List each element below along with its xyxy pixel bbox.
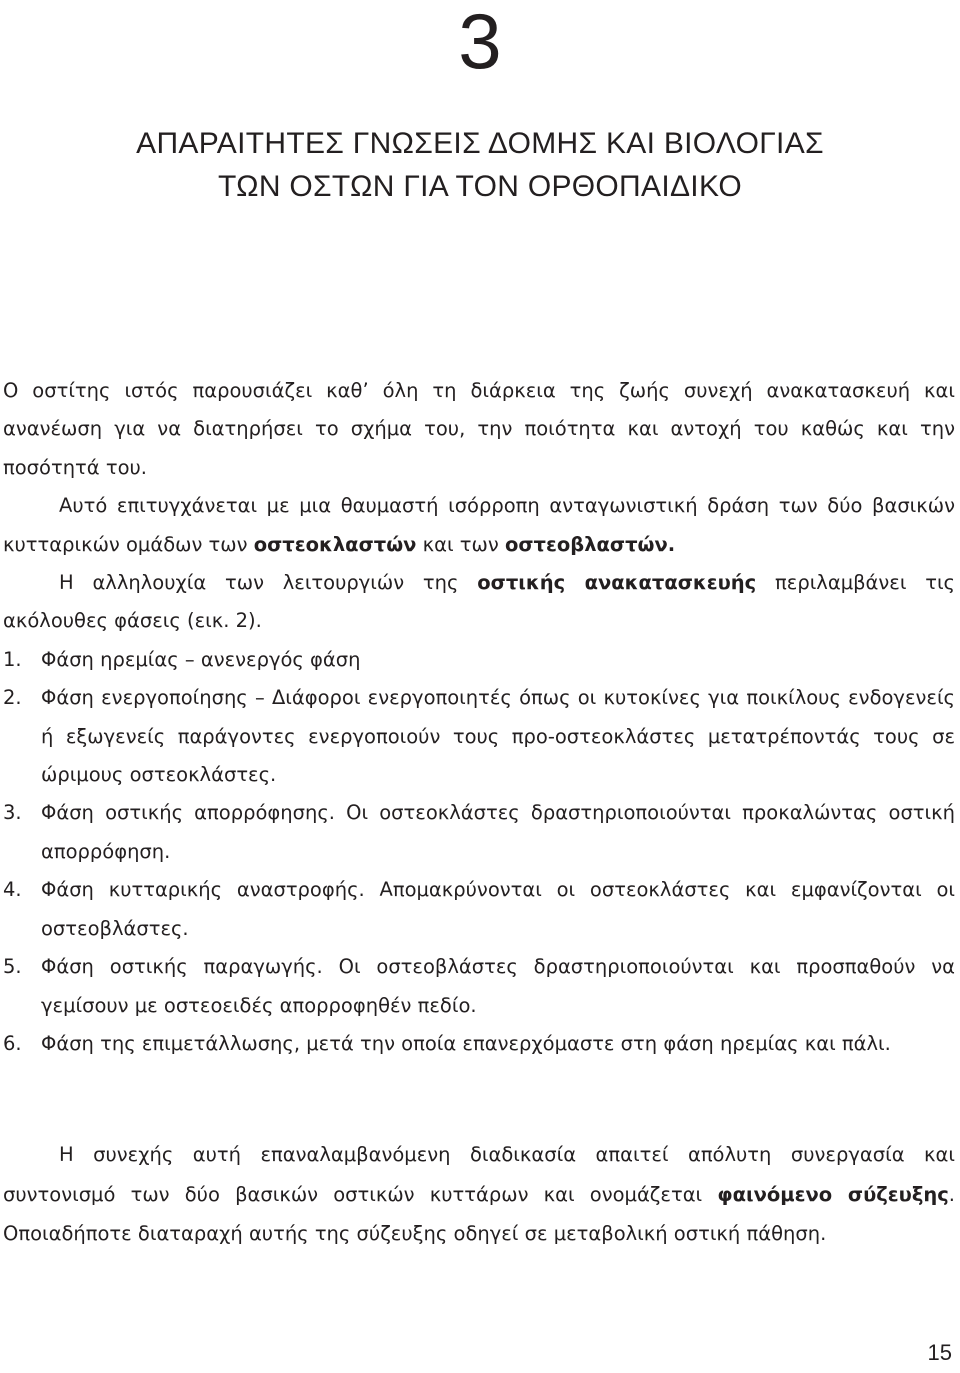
closing-paragraph	[3, 1135, 955, 1254]
list-item-number: 4.	[3, 878, 22, 902]
paragraph-balance	[3, 487, 955, 564]
list-item	[3, 1025, 955, 1063]
term-osteoclasts: οστεοκλαστών	[253, 532, 417, 556]
list-item-text: Φάση ηρεμίας – ανενεργός φάση	[41, 647, 361, 671]
paragraph-sequence-end: περιλαμβάνει τις ακόλουθες φάσεις (εικ. 2).	[3, 571, 956, 633]
list-item-text: Φάση της επιμετάλλωσης, μετά την οποία επανερχόμαστε στη φάση ηρεμίας και πάλι.	[41, 1031, 891, 1055]
list-item-number: 2.	[3, 686, 22, 710]
list-item	[3, 679, 955, 794]
paragraph-sequence	[3, 564, 955, 641]
list-item-text: Φάση οστικής παραγωγής. Οι οστεοβλάστες δραστηριοποιούνται και προσπαθούν να γεμίσουν με οστεοειδές απορροφηθέν πεδίο.	[41, 955, 955, 1017]
chapter-title	[0, 122, 960, 208]
paragraph-coupling-text: Η συνεχής αυτή επαναλαμβανόμενη διαδικασία απαιτεί απόλυτη συνεργασία και συντονισμό των δύο βασικών οστικών κυττάρων και ονομάζεται	[3, 1143, 955, 1206]
list-item	[3, 871, 955, 948]
list-item-number: 5.	[3, 955, 22, 979]
list-item-number: 1.	[3, 647, 22, 671]
paragraph-intro: Ο οστίτης ιστός παρουσιάζει καθ’ όλη τη διάρκεια της ζωής συνεχή ανακατασκευή και ανανέωση για να διατηρήσει το σχήμα του, την ποιότητα και αντοχή του καθώς και την ποσότητά του.	[3, 379, 955, 479]
paragraph-balance-text: Αυτό επιτυγχάνεται με μια θαυμαστή ισόρροπη ανταγωνιστική δράση των δύο βασικών κυτταρικών ομάδων των	[3, 494, 955, 556]
term-coupling-phenomenon: φαινόμενο σύζευξης	[717, 1182, 949, 1206]
chapter-title-line-1: ΑΠΑΡΑΙΤΗΤΕΣ ΓΝΩΣΕΙΣ ΔΟΜΗΣ ΚΑΙ ΒΙΟΛΟΓΙΑΣ	[136, 127, 824, 160]
list-item-text: Φάση κυτταρικής αναστροφής. Απομακρύνονται οι οστεοκλάστες και εμφανίζονται οι οστεοβλάστες.	[41, 878, 955, 940]
list-item-number: 6.	[3, 1031, 22, 1055]
page-number: 15	[927, 1340, 952, 1365]
list-item-number: 3.	[3, 801, 22, 825]
list-item	[3, 794, 955, 871]
chapter-title-line-2: ΤΩΝ ΟΣΤΩΝ ΓΙΑ ΤΟΝ ΟΡΘΟΠΑΙΔΙΚΟ	[218, 170, 742, 203]
chapter-number: 3	[458, 0, 502, 85]
paragraph-coupling-end: . Οποιαδήποτε διαταραχή αυτής της σύζευξης οδηγεί σε μεταβολική οστική πάθηση.	[3, 1182, 955, 1245]
body-text	[3, 372, 955, 1063]
list-item	[3, 948, 955, 1025]
list-item-text: Φάση ενεργοποίησης – Διάφοροι ενεργοποιητές όπως οι κυτοκίνες για ποικίλους ενδογενείς ή εξωγενείς παράγοντες ενεργοποιούν τους προ-οστεοκλάστες μετατρέποντάς τους σε ώριμους οστεοκλάστες.	[41, 686, 955, 787]
list-item	[3, 641, 955, 679]
list-item-text: Φάση οστικής απορρόφησης. Οι οστεοκλάστες δραστηριοποιούνται προκαλώντας οστική απορρόφηση.	[41, 801, 955, 863]
term-osteoblasts: οστεοβλαστών.	[504, 532, 676, 556]
term-bone-remodeling: οστικής ανακατασκευής	[477, 571, 757, 595]
phase-list	[3, 641, 955, 1063]
paragraph-balance-joiner: και των	[416, 532, 505, 556]
paragraph-sequence-text: Η αλληλουχία των λειτουργιών της	[59, 571, 478, 595]
paragraph-coupling	[3, 1135, 955, 1254]
